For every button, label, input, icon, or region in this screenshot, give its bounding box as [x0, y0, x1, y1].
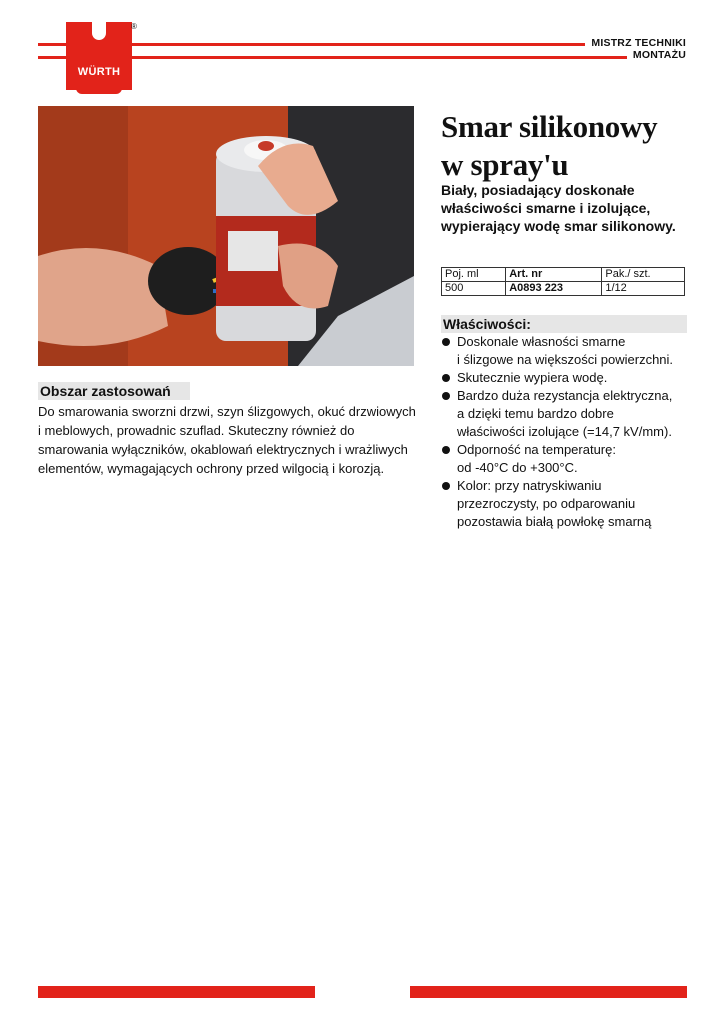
product-title — [441, 108, 691, 184]
registered-mark: ® — [131, 22, 137, 31]
product-title-line2: w spray'u — [441, 147, 569, 182]
spec-table-header-row — [442, 268, 685, 282]
bullet-icon — [442, 374, 450, 382]
footer-bar-left — [38, 986, 315, 998]
product-photo — [38, 106, 414, 366]
product-title-line1: Smar silikonowy — [441, 109, 658, 144]
product-subtitle: Biały, posiadający doskonałe właściwości smarne i izolujące, wypierający wodę smar silikonowy. — [441, 182, 676, 234]
spec-table — [441, 267, 685, 296]
header-title-line1: MISTRZ TECHNIKI — [585, 37, 686, 49]
spec-header-volume: Poj. ml — [442, 268, 506, 282]
logo-text: WÜRTH — [77, 66, 121, 78]
list-item: Bardzo duża rezystancja elektryczna, a dzięki temu bardzo dobre właściwości izolujące (=14,7 kV/mm). — [441, 387, 691, 441]
bullet-icon — [442, 338, 450, 346]
list-item: Odporność na temperaturę: od -40°C do +300°C. — [441, 441, 691, 477]
properties-list — [441, 333, 691, 531]
properties-heading: Właściwości: — [441, 315, 687, 333]
list-item: Doskonale własności smarne i ślizgowe na większości powierzchni. — [441, 333, 691, 369]
bullet-icon — [442, 482, 450, 490]
list-item: Kolor: przy natryskiwaniu przezroczysty, po odparowaniu pozostawia białą powłokę smarną — [441, 477, 691, 531]
header-rule-bottom — [38, 56, 686, 59]
spec-header-article: Art. nr — [506, 268, 602, 282]
spec-table-row — [442, 282, 685, 296]
spec-header-pack: Pak./ szt. — [602, 268, 685, 282]
spec-cell-volume: 500 — [442, 282, 506, 296]
bullet-icon — [442, 446, 450, 454]
list-item: Skutecznie wypiera wodę. — [441, 369, 691, 387]
application-text: Do smarowania sworzni drzwi, szyn ślizgowych, okuć drzwiowych i meblowych, prowadnic szuflad. Skuteczny również do smarowania wyłączników, okablowań elektrycznych i wrażliwych elementów, wymagających ochrony przed wilgocią i korozją. — [38, 404, 416, 476]
spec-cell-article: A0893 223 — [506, 282, 602, 296]
application-heading: Obszar zastosowań — [38, 382, 190, 400]
header-title-line2: MONTAŻU — [627, 49, 686, 61]
spec-cell-pack: 1/12 — [602, 282, 685, 296]
wurth-logo — [66, 22, 132, 90]
footer-bar-right — [410, 986, 687, 998]
bullet-icon — [442, 392, 450, 400]
